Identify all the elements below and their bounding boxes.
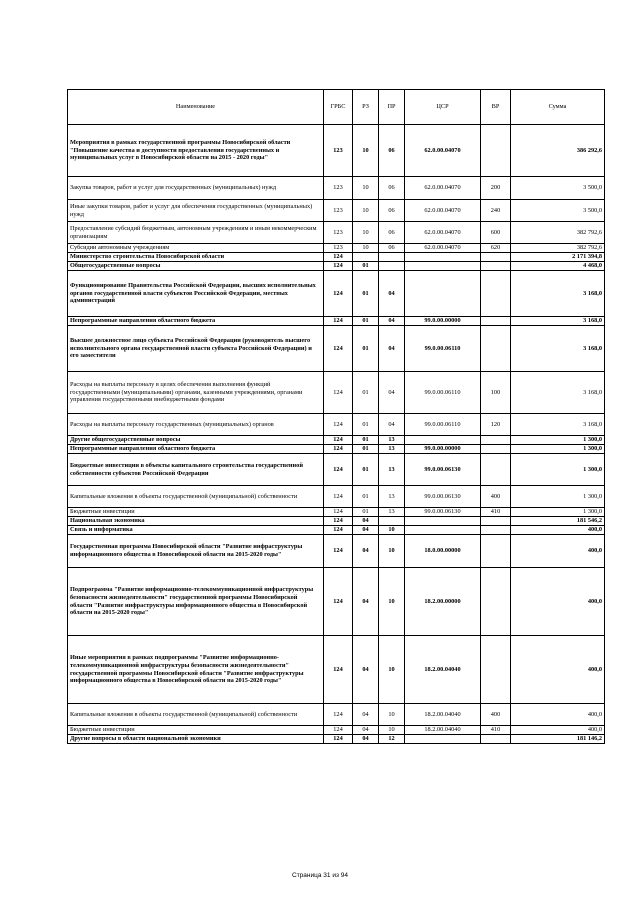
row-sum: 400,0 — [511, 526, 605, 535]
header-grbs: ГРБС — [324, 90, 353, 125]
row-name: Другие общегосударственные вопросы — [68, 436, 324, 445]
row-csr — [405, 526, 481, 535]
row-rz: 04 — [353, 636, 379, 704]
row-vr — [481, 526, 511, 535]
table-row — [68, 517, 605, 526]
page-number: Страница 31 из 94 — [292, 872, 348, 879]
table-row — [68, 526, 605, 535]
row-grbs: 124 — [324, 445, 353, 454]
row-pr: 10 — [379, 568, 405, 636]
row-name: Высшее должностное лицо субъекта Российской Федерации (руководитель высшего исполнительного органа государственной власти субъекта Российской Федерации) и его заместители — [68, 326, 324, 372]
row-pr: 04 — [379, 317, 405, 326]
row-vr: 620 — [481, 244, 511, 253]
row-name: Иные мероприятия в рамках подпрограммы "Развитие информационно-телекоммуникационной инфраструктуры безопасности жизнедеятельности" государственной программы Новосибирской области "Развитие инфраструктуры информационного общества в Новосибирской области на 2015-2020 годы" — [68, 636, 324, 704]
row-grbs: 124 — [324, 517, 353, 526]
row-vr: 120 — [481, 414, 511, 436]
table-row — [68, 372, 605, 414]
table-row — [68, 317, 605, 326]
row-grbs: 124 — [324, 262, 353, 271]
row-grbs: 124 — [324, 535, 353, 568]
table-row — [68, 326, 605, 372]
table-row — [68, 735, 605, 744]
row-sum: 181 546,2 — [511, 517, 605, 526]
row-sum: 1 300,0 — [511, 454, 605, 486]
row-vr — [481, 568, 511, 636]
header-name: Наименование — [68, 90, 324, 125]
table-row — [68, 486, 605, 508]
row-csr: 99.0.00.06110 — [405, 326, 481, 372]
row-pr: 10 — [379, 726, 405, 735]
row-csr — [405, 517, 481, 526]
row-rz: 04 — [353, 517, 379, 526]
row-csr: 99.0.00.00000 — [405, 445, 481, 454]
row-vr: 410 — [481, 508, 511, 517]
row-grbs: 123 — [324, 125, 353, 177]
row-pr — [379, 262, 405, 271]
row-pr: 13 — [379, 508, 405, 517]
row-sum: 400,0 — [511, 568, 605, 636]
row-vr: 600 — [481, 222, 511, 244]
row-sum: 3 168,0 — [511, 317, 605, 326]
row-vr — [481, 253, 511, 262]
row-pr: 12 — [379, 735, 405, 744]
table-body — [68, 125, 605, 744]
row-vr — [481, 735, 511, 744]
row-sum: 400,0 — [511, 535, 605, 568]
row-vr: 240 — [481, 200, 511, 222]
row-pr: 10 — [379, 636, 405, 704]
row-name: Закупка товаров, работ и услуг для государственных (муниципальных) нужд — [68, 177, 324, 200]
table-header-row — [68, 90, 605, 125]
row-rz: 01 — [353, 414, 379, 436]
row-csr: 18.2.00.04040 — [405, 704, 481, 726]
row-csr: 62.0.00.04070 — [405, 200, 481, 222]
row-sum: 400,0 — [511, 704, 605, 726]
row-grbs: 124 — [324, 317, 353, 326]
row-sum: 400,0 — [511, 726, 605, 735]
table-row — [68, 636, 605, 704]
row-pr: 10 — [379, 526, 405, 535]
row-name: Государственная программа Новосибирской области "Развитие инфраструктуры информационного общества в Новосибирской области на 2015-2020 годы" — [68, 535, 324, 568]
row-grbs: 124 — [324, 486, 353, 508]
row-rz: 04 — [353, 526, 379, 535]
row-vr: 410 — [481, 726, 511, 735]
row-grbs: 124 — [324, 326, 353, 372]
row-pr: 04 — [379, 271, 405, 317]
row-csr: 99.0.00.00000 — [405, 317, 481, 326]
row-grbs: 123 — [324, 244, 353, 253]
table-row — [68, 454, 605, 486]
row-rz: 01 — [353, 262, 379, 271]
row-pr — [379, 253, 405, 262]
row-grbs: 123 — [324, 177, 353, 200]
row-sum: 3 168,0 — [511, 326, 605, 372]
row-rz: 10 — [353, 222, 379, 244]
row-csr: 99.0.00.06130 — [405, 486, 481, 508]
table-row — [68, 200, 605, 222]
row-csr: 62.0.00.04070 — [405, 244, 481, 253]
row-grbs: 123 — [324, 222, 353, 244]
row-name: Функционирование Правительства Российской Федерации, высших исполнительных органов государственной власти субъектов Российской Федерации, местных администраций — [68, 271, 324, 317]
table-row — [68, 436, 605, 445]
row-name: Капитальные вложения в объекты государственной (муниципальной) собственности — [68, 486, 324, 508]
row-vr — [481, 535, 511, 568]
row-name: Иные закупки товаров, работ и услуг для обеспечения государственных (муниципальных) нужд — [68, 200, 324, 222]
row-csr: 99.0.00.06110 — [405, 372, 481, 414]
row-rz: 01 — [353, 436, 379, 445]
row-csr — [405, 262, 481, 271]
row-name: Капитальные вложения в объекты государственной (муниципальной) собственности — [68, 704, 324, 726]
row-grbs: 124 — [324, 414, 353, 436]
row-vr — [481, 326, 511, 372]
table-row — [68, 726, 605, 735]
row-csr — [405, 735, 481, 744]
row-pr: 06 — [379, 222, 405, 244]
row-pr: 06 — [379, 125, 405, 177]
row-pr: 04 — [379, 414, 405, 436]
table-row — [68, 222, 605, 244]
row-rz: 04 — [353, 704, 379, 726]
row-pr: 13 — [379, 445, 405, 454]
row-pr: 10 — [379, 535, 405, 568]
row-vr — [481, 445, 511, 454]
row-sum: 382 792,6 — [511, 244, 605, 253]
row-grbs: 124 — [324, 436, 353, 445]
row-grbs: 124 — [324, 704, 353, 726]
header-rz: РЗ — [353, 90, 379, 125]
row-name: Расходы на выплаты персоналу в целях обеспечения выполнения функций государственными (муниципальными) органами, казенными учреждениями, органами управления государственными внебюджетными фондами — [68, 372, 324, 414]
row-vr — [481, 125, 511, 177]
row-csr — [405, 436, 481, 445]
row-rz: 10 — [353, 200, 379, 222]
row-grbs: 124 — [324, 726, 353, 735]
row-vr — [481, 454, 511, 486]
row-vr — [481, 436, 511, 445]
row-name: Общегосударственные вопросы — [68, 262, 324, 271]
row-rz: 10 — [353, 244, 379, 253]
row-rz: 04 — [353, 735, 379, 744]
row-csr: 62.0.00.04070 — [405, 125, 481, 177]
row-vr: 200 — [481, 177, 511, 200]
row-csr: 18.0.00.00000 — [405, 535, 481, 568]
row-name: Другие вопросы в области национальной экономики — [68, 735, 324, 744]
row-name: Мероприятия в рамках государственной программы Новосибирской области "Повышение качества и доступности предоставления государственных и муниципальных услуг в Новосибирской области на 2015 - 2020 годы" — [68, 125, 324, 177]
row-vr: 400 — [481, 704, 511, 726]
row-pr: 06 — [379, 200, 405, 222]
table-row — [68, 125, 605, 177]
row-name: Расходы на выплаты персоналу государственных (муниципальных) органов — [68, 414, 324, 436]
row-vr — [481, 271, 511, 317]
row-rz: 01 — [353, 508, 379, 517]
row-csr: 99.0.00.06130 — [405, 454, 481, 486]
row-sum: 3 168,0 — [511, 271, 605, 317]
row-sum: 3 500,0 — [511, 200, 605, 222]
row-vr — [481, 517, 511, 526]
header-sum: Сумма — [511, 90, 605, 125]
row-sum: 1 300,0 — [511, 445, 605, 454]
row-vr: 400 — [481, 486, 511, 508]
row-name: Непрограммные направления областного бюджета — [68, 317, 324, 326]
header-pr: ПР — [379, 90, 405, 125]
row-sum: 3 168,0 — [511, 372, 605, 414]
row-csr: 18.2.00.04040 — [405, 726, 481, 735]
row-grbs: 124 — [324, 568, 353, 636]
row-sum: 1 300,0 — [511, 508, 605, 517]
row-vr — [481, 636, 511, 704]
row-vr — [481, 262, 511, 271]
row-grbs: 124 — [324, 454, 353, 486]
row-csr: 99.0.00.06110 — [405, 414, 481, 436]
row-csr — [405, 271, 481, 317]
row-rz: 01 — [353, 454, 379, 486]
row-pr: 13 — [379, 486, 405, 508]
row-name: Связь и информатика — [68, 526, 324, 535]
row-vr — [481, 317, 511, 326]
row-rz: 10 — [353, 125, 379, 177]
row-rz: 01 — [353, 486, 379, 508]
row-sum: 181 146,2 — [511, 735, 605, 744]
row-name: Национальная экономика — [68, 517, 324, 526]
row-grbs: 124 — [324, 508, 353, 517]
row-name: Непрограммные направления областного бюджета — [68, 445, 324, 454]
row-sum: 400,0 — [511, 636, 605, 704]
table-row — [68, 177, 605, 200]
row-sum: 1 300,0 — [511, 486, 605, 508]
row-grbs: 124 — [324, 253, 353, 262]
row-pr: 06 — [379, 244, 405, 253]
row-sum: 1 300,0 — [511, 436, 605, 445]
row-csr — [405, 253, 481, 262]
table-row — [68, 704, 605, 726]
row-csr: 18.2.00.00000 — [405, 568, 481, 636]
row-rz: 04 — [353, 726, 379, 735]
row-name: Бюджетные инвестиции в объекты капитального строительства государственной собственности субъектов Российской Федерации — [68, 454, 324, 486]
row-sum: 2 171 394,8 — [511, 253, 605, 262]
table-row — [68, 253, 605, 262]
row-csr: 62.0.00.04070 — [405, 222, 481, 244]
row-name: Министерство строительства Новосибирской области — [68, 253, 324, 262]
table-row — [68, 508, 605, 517]
row-rz: 01 — [353, 317, 379, 326]
row-sum: 386 292,6 — [511, 125, 605, 177]
row-sum: 382 792,6 — [511, 222, 605, 244]
row-csr: 18.2.00.04040 — [405, 636, 481, 704]
row-sum: 3 500,0 — [511, 177, 605, 200]
table-row — [68, 414, 605, 436]
row-grbs: 124 — [324, 735, 353, 744]
row-rz: 01 — [353, 445, 379, 454]
row-csr: 62.0.00.04070 — [405, 177, 481, 200]
row-sum: 4 468,0 — [511, 262, 605, 271]
row-pr: 10 — [379, 704, 405, 726]
row-rz: 04 — [353, 535, 379, 568]
row-sum: 3 168,0 — [511, 414, 605, 436]
row-grbs: 124 — [324, 636, 353, 704]
row-rz: 01 — [353, 372, 379, 414]
row-pr — [379, 517, 405, 526]
row-grbs: 123 — [324, 200, 353, 222]
budget-table — [67, 89, 605, 744]
table-row — [68, 244, 605, 253]
row-pr: 04 — [379, 326, 405, 372]
row-rz: 10 — [353, 177, 379, 200]
row-vr: 100 — [481, 372, 511, 414]
row-rz: 01 — [353, 326, 379, 372]
row-pr: 06 — [379, 177, 405, 200]
row-grbs: 124 — [324, 372, 353, 414]
table-row — [68, 535, 605, 568]
row-grbs: 124 — [324, 271, 353, 317]
row-name: Бюджетные инвестиции — [68, 508, 324, 517]
row-name: Предоставление субсидий бюджетным, автономным учреждениям и иным некоммерческим организациям — [68, 222, 324, 244]
row-name: Субсидии автономным учреждениям — [68, 244, 324, 253]
row-csr: 99.0.00.06130 — [405, 508, 481, 517]
row-rz: 01 — [353, 271, 379, 317]
table-row — [68, 262, 605, 271]
row-name: Бюджетные инвестиции — [68, 726, 324, 735]
header-vr: ВР — [481, 90, 511, 125]
table-row — [68, 568, 605, 636]
row-rz — [353, 253, 379, 262]
row-grbs: 124 — [324, 526, 353, 535]
header-csr: ЦСР — [405, 90, 481, 125]
row-pr: 13 — [379, 436, 405, 445]
table-row — [68, 271, 605, 317]
row-name: Подпрограмма "Развитие информационно-телекоммуникационной инфраструктуры безопасности жизнедеятельности" государственной программы Новосибирской области "Развитие инфраструктуры информационного общества в Новосибирской области на 2015-2020 годы" — [68, 568, 324, 636]
row-pr: 13 — [379, 454, 405, 486]
row-pr: 04 — [379, 372, 405, 414]
row-rz: 04 — [353, 568, 379, 636]
table-row — [68, 445, 605, 454]
